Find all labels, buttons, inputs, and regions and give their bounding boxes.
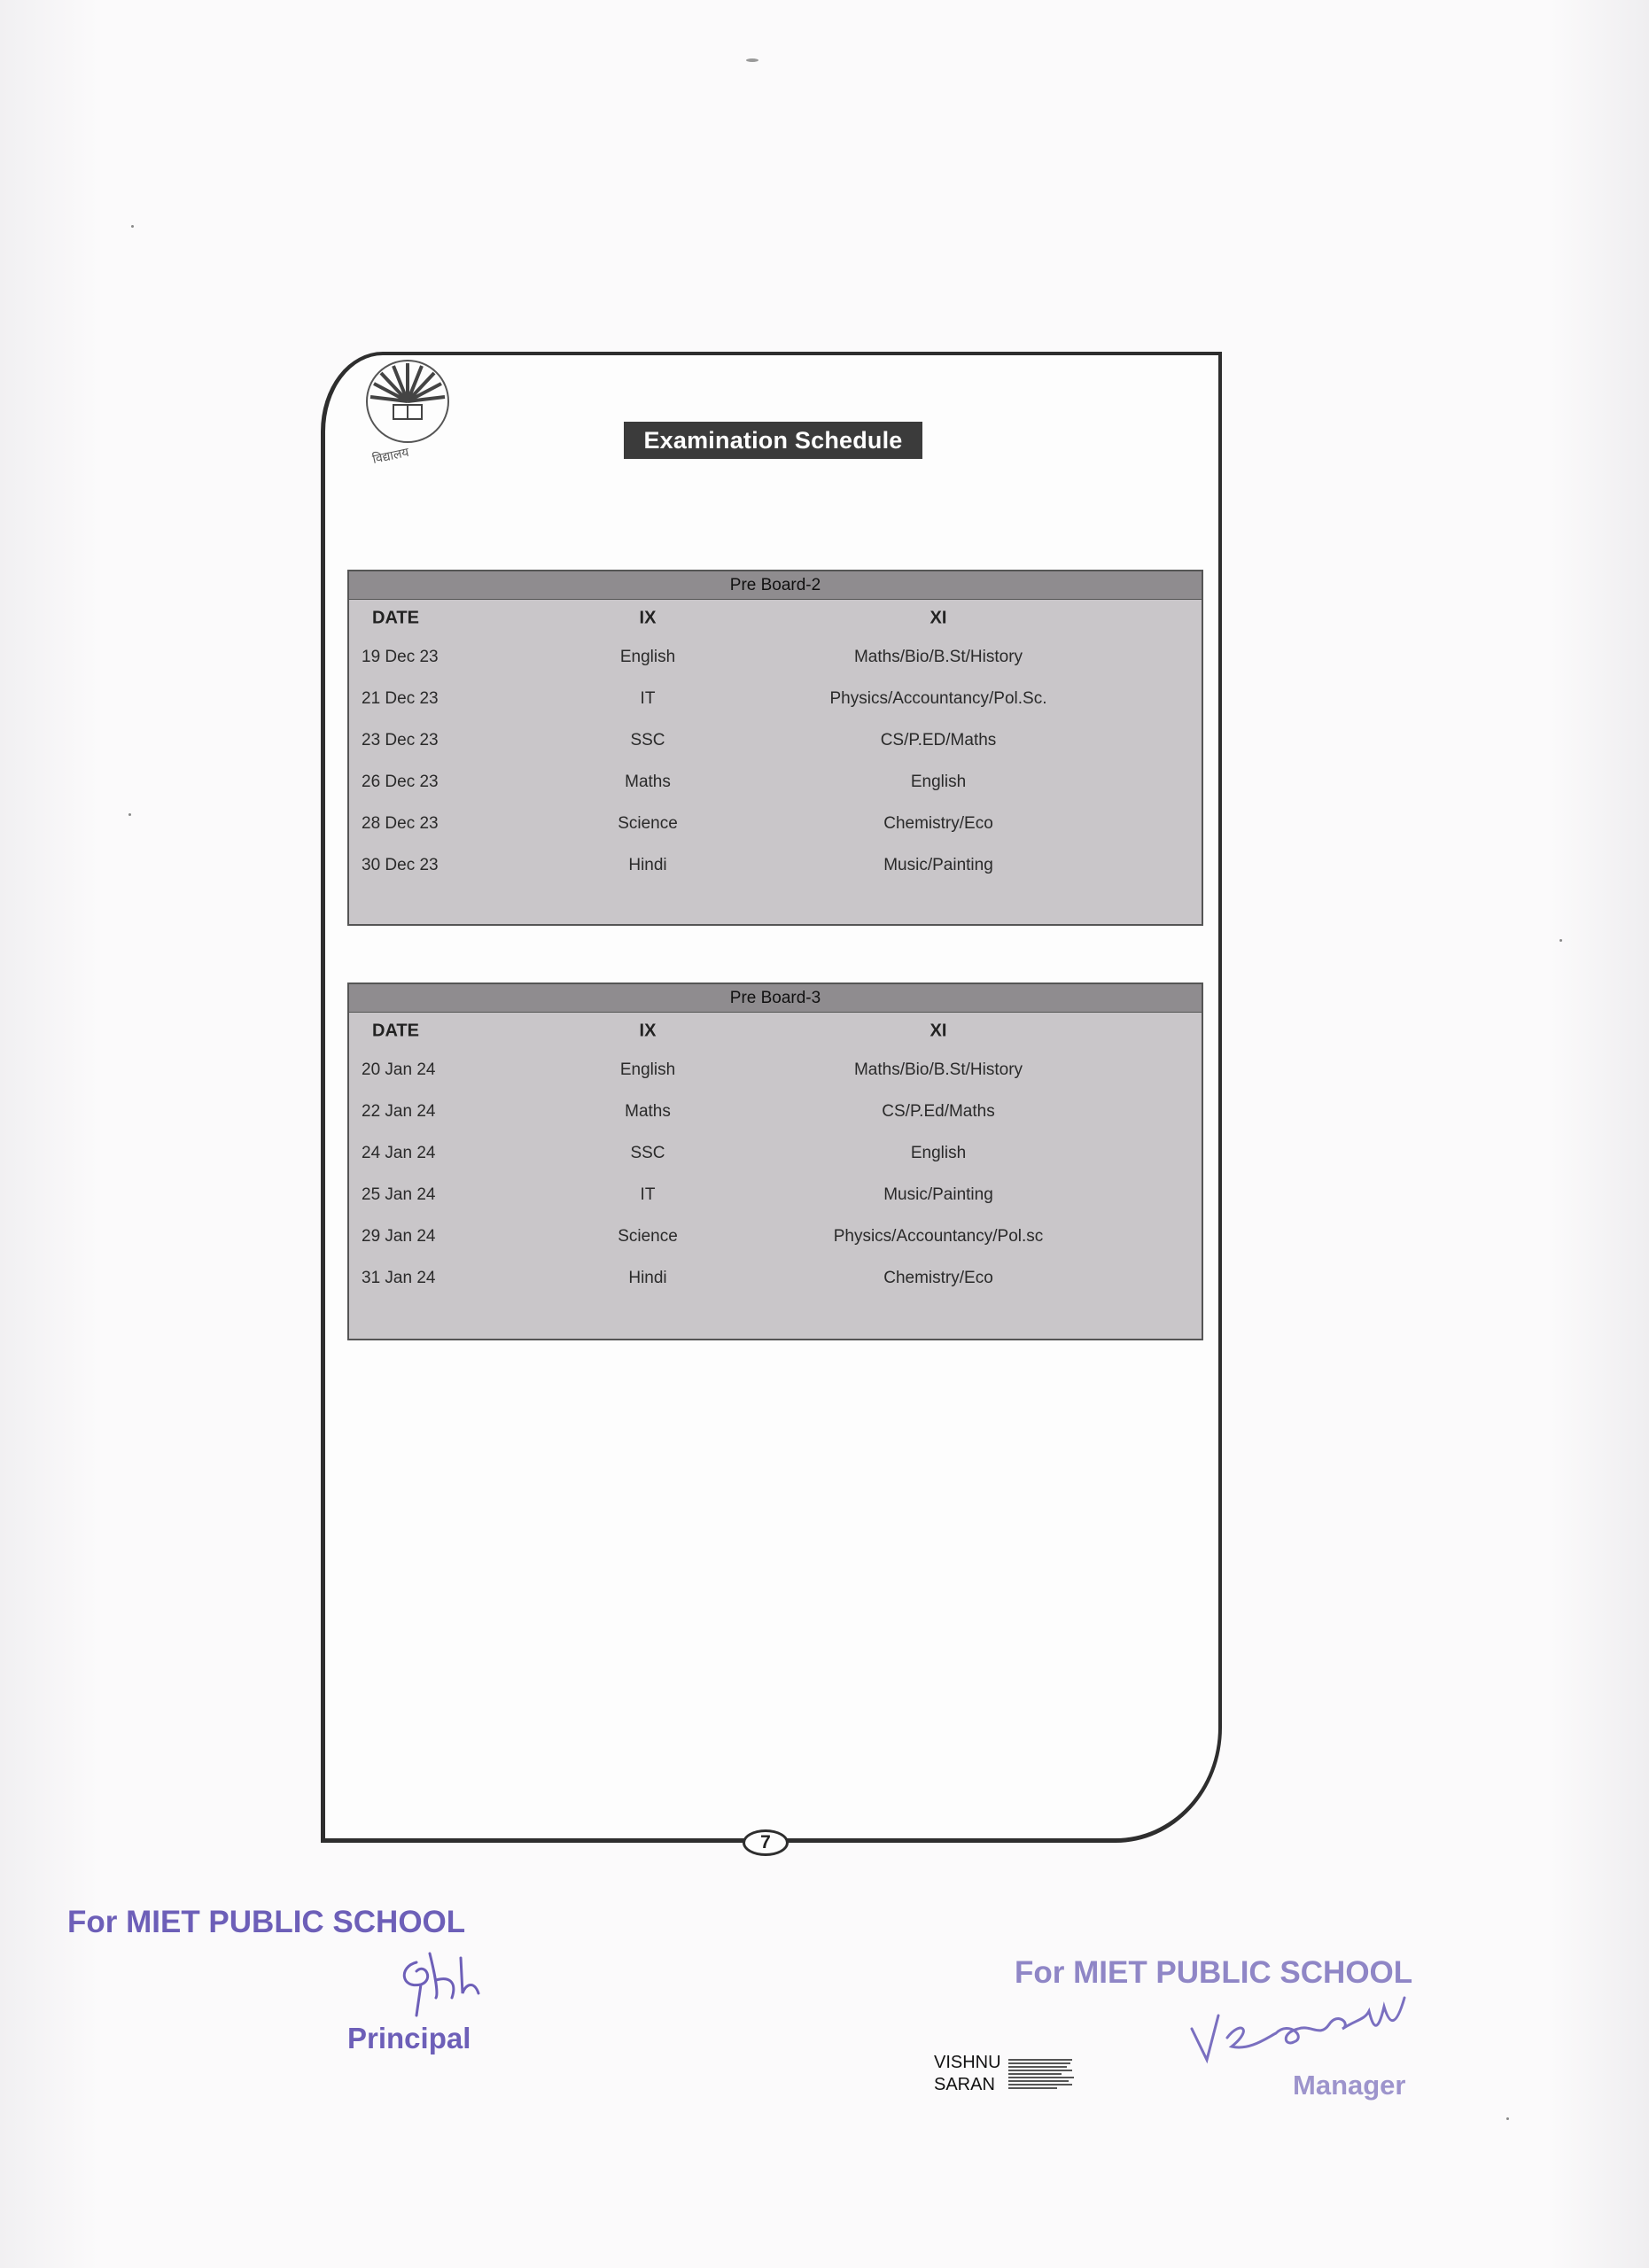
xi-subject-cell: English bbox=[910, 772, 967, 791]
xi-subject-cell: Maths/Bio/B.St/History bbox=[853, 647, 1023, 666]
ix-subject-cell: Science bbox=[618, 813, 678, 833]
svg-text:विद्यालय: विद्यालय bbox=[370, 445, 410, 467]
date-cell: 25 Jan 24 bbox=[362, 1184, 436, 1204]
page-title: Examination Schedule bbox=[624, 422, 922, 459]
column-header-xi: XI bbox=[930, 1021, 947, 1040]
date-cell: 26 Dec 23 bbox=[362, 772, 439, 791]
digital-signer-last-name: SARAN bbox=[934, 2075, 995, 2094]
date-cell: 22 Jan 24 bbox=[362, 1101, 436, 1121]
table-row bbox=[349, 719, 1202, 761]
xi-subject-cell: CS/P.ED/Maths bbox=[880, 730, 997, 750]
table-row bbox=[349, 1216, 1202, 1257]
table-header-row bbox=[349, 1013, 1202, 1049]
column-header-ix: IX bbox=[639, 1021, 657, 1040]
manager-stamp-heading: For MIET PUBLIC SCHOOL bbox=[1015, 1955, 1413, 1990]
page-number: 7 bbox=[743, 1829, 789, 1856]
schedule-table-preboard-2 bbox=[347, 570, 1203, 926]
digital-signature-fineprint bbox=[1008, 2059, 1074, 2089]
digital-signature-block bbox=[934, 2052, 1074, 2096]
manager-role: Manager bbox=[1293, 2070, 1406, 2101]
date-cell: 31 Jan 24 bbox=[362, 1268, 436, 1287]
xi-subject-cell: Music/Painting bbox=[883, 1184, 993, 1204]
table-title: Pre Board-2 bbox=[349, 571, 1202, 600]
xi-subject-cell: Chemistry/Eco bbox=[883, 1268, 993, 1287]
date-cell: 19 Dec 23 bbox=[362, 647, 439, 666]
ix-subject-cell: IT bbox=[640, 688, 656, 708]
date-cell: 21 Dec 23 bbox=[362, 688, 439, 708]
principal-stamp-heading: For MIET PUBLIC SCHOOL bbox=[67, 1905, 466, 1939]
column-header-date: DATE bbox=[372, 608, 419, 627]
column-header-xi: XI bbox=[930, 608, 947, 627]
column-header-date: DATE bbox=[372, 1021, 419, 1040]
date-cell: 29 Jan 24 bbox=[362, 1226, 436, 1246]
table-row bbox=[349, 761, 1202, 803]
date-cell: 24 Jan 24 bbox=[362, 1143, 436, 1162]
principal-role: Principal bbox=[347, 2022, 471, 2054]
table-row bbox=[349, 678, 1202, 719]
xi-subject-cell: Chemistry/Eco bbox=[883, 813, 993, 833]
principal-signature bbox=[381, 1945, 505, 2024]
table-row bbox=[349, 1174, 1202, 1216]
table-header-row bbox=[349, 600, 1202, 636]
xi-subject-cell: CS/P.Ed/Maths bbox=[882, 1101, 995, 1121]
ix-subject-cell: Hindi bbox=[628, 1268, 667, 1287]
manager-signature bbox=[1187, 1989, 1489, 2069]
xi-subject-cell: Maths/Bio/B.St/History bbox=[853, 1060, 1023, 1079]
ix-subject-cell: Maths bbox=[625, 1101, 671, 1121]
date-cell: 23 Dec 23 bbox=[362, 730, 439, 750]
school-emblem-icon bbox=[346, 350, 468, 467]
ix-subject-cell: SSC bbox=[630, 730, 665, 750]
table-row bbox=[349, 1049, 1202, 1091]
xi-subject-cell: Physics/Accountancy/Pol.sc bbox=[833, 1226, 1044, 1246]
ix-subject-cell: Maths bbox=[625, 772, 671, 791]
xi-subject-cell: English bbox=[910, 1143, 967, 1162]
column-header-ix: IX bbox=[639, 608, 657, 627]
ix-subject-cell: Science bbox=[618, 1226, 678, 1246]
date-cell: 20 Jan 24 bbox=[362, 1060, 436, 1079]
table-row bbox=[349, 1132, 1202, 1174]
schedule-table-preboard-3 bbox=[347, 983, 1203, 1340]
xi-subject-cell: Physics/Accountancy/Pol.Sc. bbox=[829, 688, 1047, 708]
table-row bbox=[349, 844, 1202, 886]
digital-signer-first-name: VISHNU bbox=[934, 2053, 1001, 2072]
date-cell: 30 Dec 23 bbox=[362, 855, 439, 874]
ix-subject-cell: Hindi bbox=[628, 855, 667, 874]
ix-subject-cell: English bbox=[619, 1060, 676, 1079]
table-row bbox=[349, 1091, 1202, 1132]
xi-subject-cell: Music/Painting bbox=[883, 855, 993, 874]
ix-subject-cell: IT bbox=[640, 1184, 656, 1204]
date-cell: 28 Dec 23 bbox=[362, 813, 439, 833]
table-row bbox=[349, 803, 1202, 844]
table-title: Pre Board-3 bbox=[349, 984, 1202, 1013]
ix-subject-cell: English bbox=[619, 647, 676, 666]
table-row bbox=[349, 636, 1202, 678]
ix-subject-cell: SSC bbox=[630, 1143, 665, 1162]
table-row bbox=[349, 1257, 1202, 1299]
